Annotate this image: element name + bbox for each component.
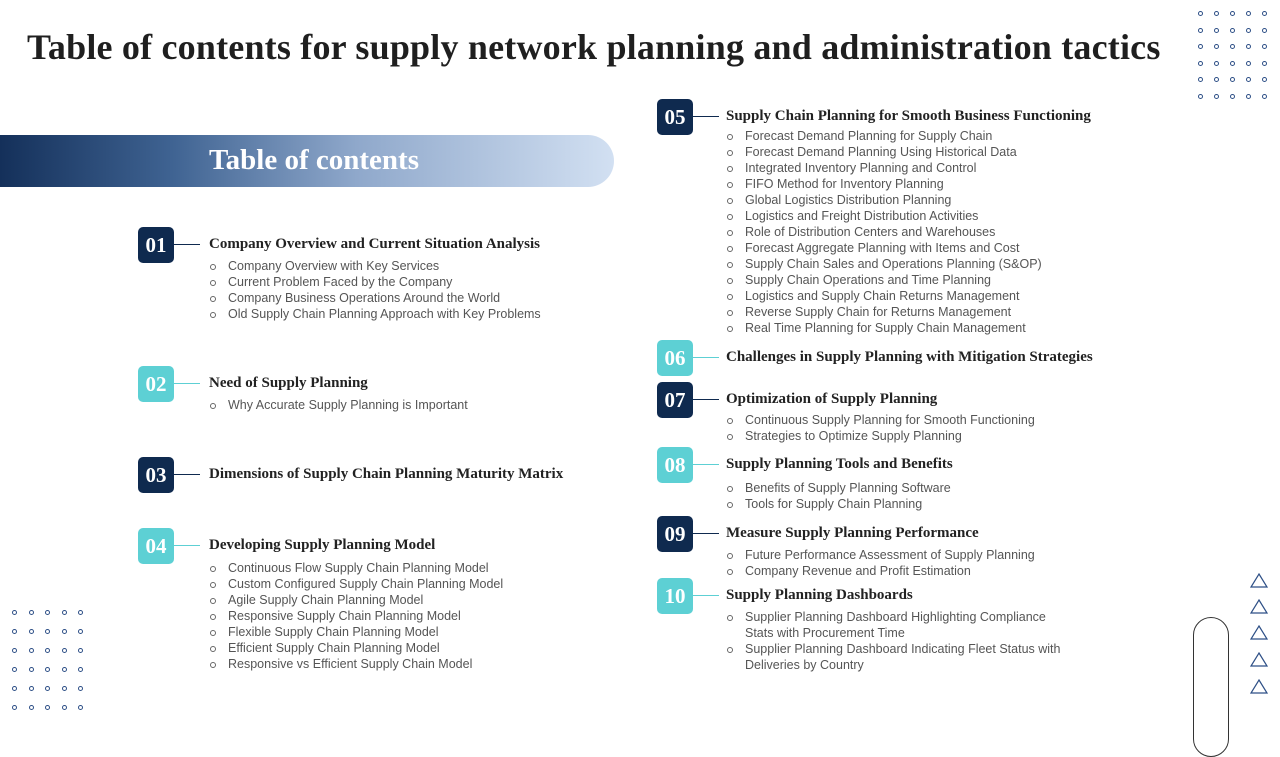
- decor-dot: [1262, 77, 1267, 82]
- section-heading: Measure Supply Planning Performance: [726, 525, 979, 541]
- decor-dot-grid-bottom-left: [12, 610, 83, 710]
- decor-triangle-icon: [1250, 599, 1268, 615]
- section-heading: Company Overview and Current Situation Analysis: [209, 236, 541, 252]
- section-number-badge: 09: [657, 516, 693, 552]
- decor-triangle-icon: [1250, 625, 1268, 641]
- list-item: Global Logistics Distribution Planning: [726, 192, 1042, 208]
- decor-dot: [12, 667, 17, 672]
- list-item-continuation: Deliveries by Country: [745, 658, 864, 672]
- decor-dot: [1246, 77, 1251, 82]
- decor-dot: [29, 629, 34, 634]
- decor-dot: [45, 705, 50, 710]
- decor-dot: [78, 705, 83, 710]
- decor-dot: [1214, 28, 1219, 33]
- list-item: Forecast Demand Planning for Supply Chain: [726, 128, 1042, 144]
- section-items: [726, 547, 1035, 579]
- decor-dot: [1214, 61, 1219, 66]
- decor-dot: [1214, 94, 1219, 99]
- list-item: Continuous Flow Supply Chain Planning Model: [209, 560, 503, 576]
- section-number-badge: 03: [138, 457, 174, 493]
- decor-dot: [1230, 44, 1235, 49]
- decor-dot: [1198, 44, 1203, 49]
- decor-triangle-icon: [1250, 573, 1268, 589]
- decor-dot: [1198, 94, 1203, 99]
- decor-dot: [1198, 77, 1203, 82]
- connector-line: [174, 383, 200, 384]
- section-number-badge: 04: [138, 528, 174, 564]
- section-number-badge: 01: [138, 227, 174, 263]
- decor-dot: [12, 629, 17, 634]
- section-items: [209, 560, 503, 672]
- decor-dot: [62, 629, 67, 634]
- section-heading: Supply Planning Tools and Benefits: [726, 456, 953, 472]
- section-number-badge: 02: [138, 366, 174, 402]
- decor-dot: [1262, 28, 1267, 33]
- list-item: Strategies to Optimize Supply Planning: [726, 428, 1035, 444]
- list-item: Efficient Supply Chain Planning Model: [209, 640, 503, 656]
- section-number-badge: 06: [657, 340, 693, 376]
- list-item: Responsive Supply Chain Planning Model: [209, 608, 503, 624]
- list-item: Logistics and Freight Distribution Activities: [726, 208, 1042, 224]
- decor-dot: [78, 667, 83, 672]
- decor-dot: [1246, 61, 1251, 66]
- decor-dot: [29, 610, 34, 615]
- decor-dot: [12, 648, 17, 653]
- section-heading: Supply Planning Dashboards: [726, 587, 913, 603]
- decor-dot: [62, 667, 67, 672]
- decor-triangle-icon: [1250, 652, 1268, 668]
- decor-dot: [45, 667, 50, 672]
- decor-dot: [29, 648, 34, 653]
- list-item-continuation: Stats with Procurement Time: [745, 626, 905, 640]
- list-item: Supply Chain Operations and Time Planning: [726, 272, 1042, 288]
- decor-dot: [1198, 11, 1203, 16]
- list-item: Custom Configured Supply Chain Planning Model: [209, 576, 503, 592]
- decor-dot: [62, 705, 67, 710]
- decor-dot: [12, 705, 17, 710]
- section-items: [209, 258, 541, 322]
- section-heading: Optimization of Supply Planning: [726, 391, 938, 407]
- decor-dot: [1230, 11, 1235, 16]
- list-item: Tools for Supply Chain Planning: [726, 496, 951, 512]
- list-item: FIFO Method for Inventory Planning: [726, 176, 1042, 192]
- list-item: Company Business Operations Around the World: [209, 290, 541, 306]
- list-item: Old Supply Chain Planning Approach with Key Problems: [209, 306, 541, 322]
- decor-dot: [62, 610, 67, 615]
- decor-dot: [12, 610, 17, 615]
- decor-dot: [1214, 77, 1219, 82]
- decor-dot: [78, 648, 83, 653]
- decor-dot: [1262, 61, 1267, 66]
- list-item: Supply Chain Sales and Operations Planning (S&OP): [726, 256, 1042, 272]
- connector-line: [693, 533, 719, 534]
- decor-triangle-icon: [1250, 679, 1268, 695]
- section-items: [726, 609, 1060, 673]
- decor-dot: [1198, 28, 1203, 33]
- decor-dot: [45, 686, 50, 691]
- decor-dot: [1214, 11, 1219, 16]
- decor-dot: [29, 667, 34, 672]
- decor-dot: [1246, 94, 1251, 99]
- list-item: Future Performance Assessment of Supply Planning: [726, 547, 1035, 563]
- page-title: Table of contents for supply network planning and administration tactics: [27, 27, 1161, 67]
- connector-line: [693, 399, 719, 400]
- section-heading: Dimensions of Supply Chain Planning Maturity Matrix: [209, 466, 564, 482]
- decor-dot: [78, 686, 83, 691]
- decor-dot: [1246, 44, 1251, 49]
- list-item: Logistics and Supply Chain Returns Management: [726, 288, 1042, 304]
- section-items: [726, 412, 1035, 444]
- list-item: Current Problem Faced by the Company: [209, 274, 541, 290]
- list-item: Company Revenue and Profit Estimation: [726, 563, 1035, 579]
- decor-dot: [1262, 11, 1267, 16]
- decor-dot: [62, 648, 67, 653]
- list-item: Supplier Planning Dashboard Indicating Fleet Status with: [726, 641, 1060, 657]
- list-item: Supplier Planning Dashboard Highlighting Compliance: [726, 609, 1060, 625]
- decor-dot: [1230, 61, 1235, 66]
- connector-line: [174, 474, 200, 475]
- list-item: Responsive vs Efficient Supply Chain Model: [209, 656, 503, 672]
- section-number-badge: 07: [657, 382, 693, 418]
- decor-dot: [62, 686, 67, 691]
- connector-line: [174, 545, 200, 546]
- decor-dot: [45, 610, 50, 615]
- decor-pill-outline: [1193, 617, 1229, 757]
- decor-dot: [12, 686, 17, 691]
- decor-dot: [1262, 44, 1267, 49]
- banner-title: Table of contents: [209, 144, 419, 176]
- decor-dot: [1198, 61, 1203, 66]
- decor-dot: [29, 705, 34, 710]
- decor-dot: [45, 629, 50, 634]
- decor-dot: [78, 629, 83, 634]
- section-items: [726, 128, 1042, 336]
- connector-line: [174, 244, 200, 245]
- list-item: Real Time Planning for Supply Chain Management: [726, 320, 1042, 336]
- list-item: [726, 657, 1060, 673]
- section-heading: Challenges in Supply Planning with Mitigation Strategies: [726, 349, 1093, 365]
- list-item: Continuous Supply Planning for Smooth Functioning: [726, 412, 1035, 428]
- decor-dot: [45, 648, 50, 653]
- section-number-badge: 08: [657, 447, 693, 483]
- section-heading: Need of Supply Planning: [209, 375, 368, 391]
- list-item: Agile Supply Chain Planning Model: [209, 592, 503, 608]
- section-number-badge: 05: [657, 99, 693, 135]
- decor-dot: [1262, 94, 1267, 99]
- decor-dot: [78, 610, 83, 615]
- decor-dot: [29, 686, 34, 691]
- list-item: Forecast Demand Planning Using Historical Data: [726, 144, 1042, 160]
- section-heading: Supply Chain Planning for Smooth Business Functioning: [726, 108, 1091, 124]
- section-items: [726, 480, 951, 512]
- decor-dot: [1246, 11, 1251, 16]
- section-items: [209, 397, 468, 413]
- list-item: Forecast Aggregate Planning with Items and Cost: [726, 240, 1042, 256]
- connector-line: [693, 357, 719, 358]
- list-item: Flexible Supply Chain Planning Model: [209, 624, 503, 640]
- section-number-badge: 10: [657, 578, 693, 614]
- decor-dot-grid-top-right: [1198, 11, 1267, 99]
- decor-dot: [1230, 94, 1235, 99]
- connector-line: [693, 595, 719, 596]
- section-heading: Developing Supply Planning Model: [209, 537, 436, 553]
- decor-dot: [1214, 44, 1219, 49]
- decor-dot: [1246, 28, 1251, 33]
- list-item: Benefits of Supply Planning Software: [726, 480, 951, 496]
- decor-dot: [1230, 77, 1235, 82]
- list-item: Integrated Inventory Planning and Control: [726, 160, 1042, 176]
- list-item: Reverse Supply Chain for Returns Management: [726, 304, 1042, 320]
- list-item: Role of Distribution Centers and Warehouses: [726, 224, 1042, 240]
- connector-line: [693, 464, 719, 465]
- connector-line: [693, 116, 719, 117]
- list-item: [726, 625, 1060, 641]
- decor-dot: [1230, 28, 1235, 33]
- list-item: Company Overview with Key Services: [209, 258, 541, 274]
- list-item: Why Accurate Supply Planning is Important: [209, 397, 468, 413]
